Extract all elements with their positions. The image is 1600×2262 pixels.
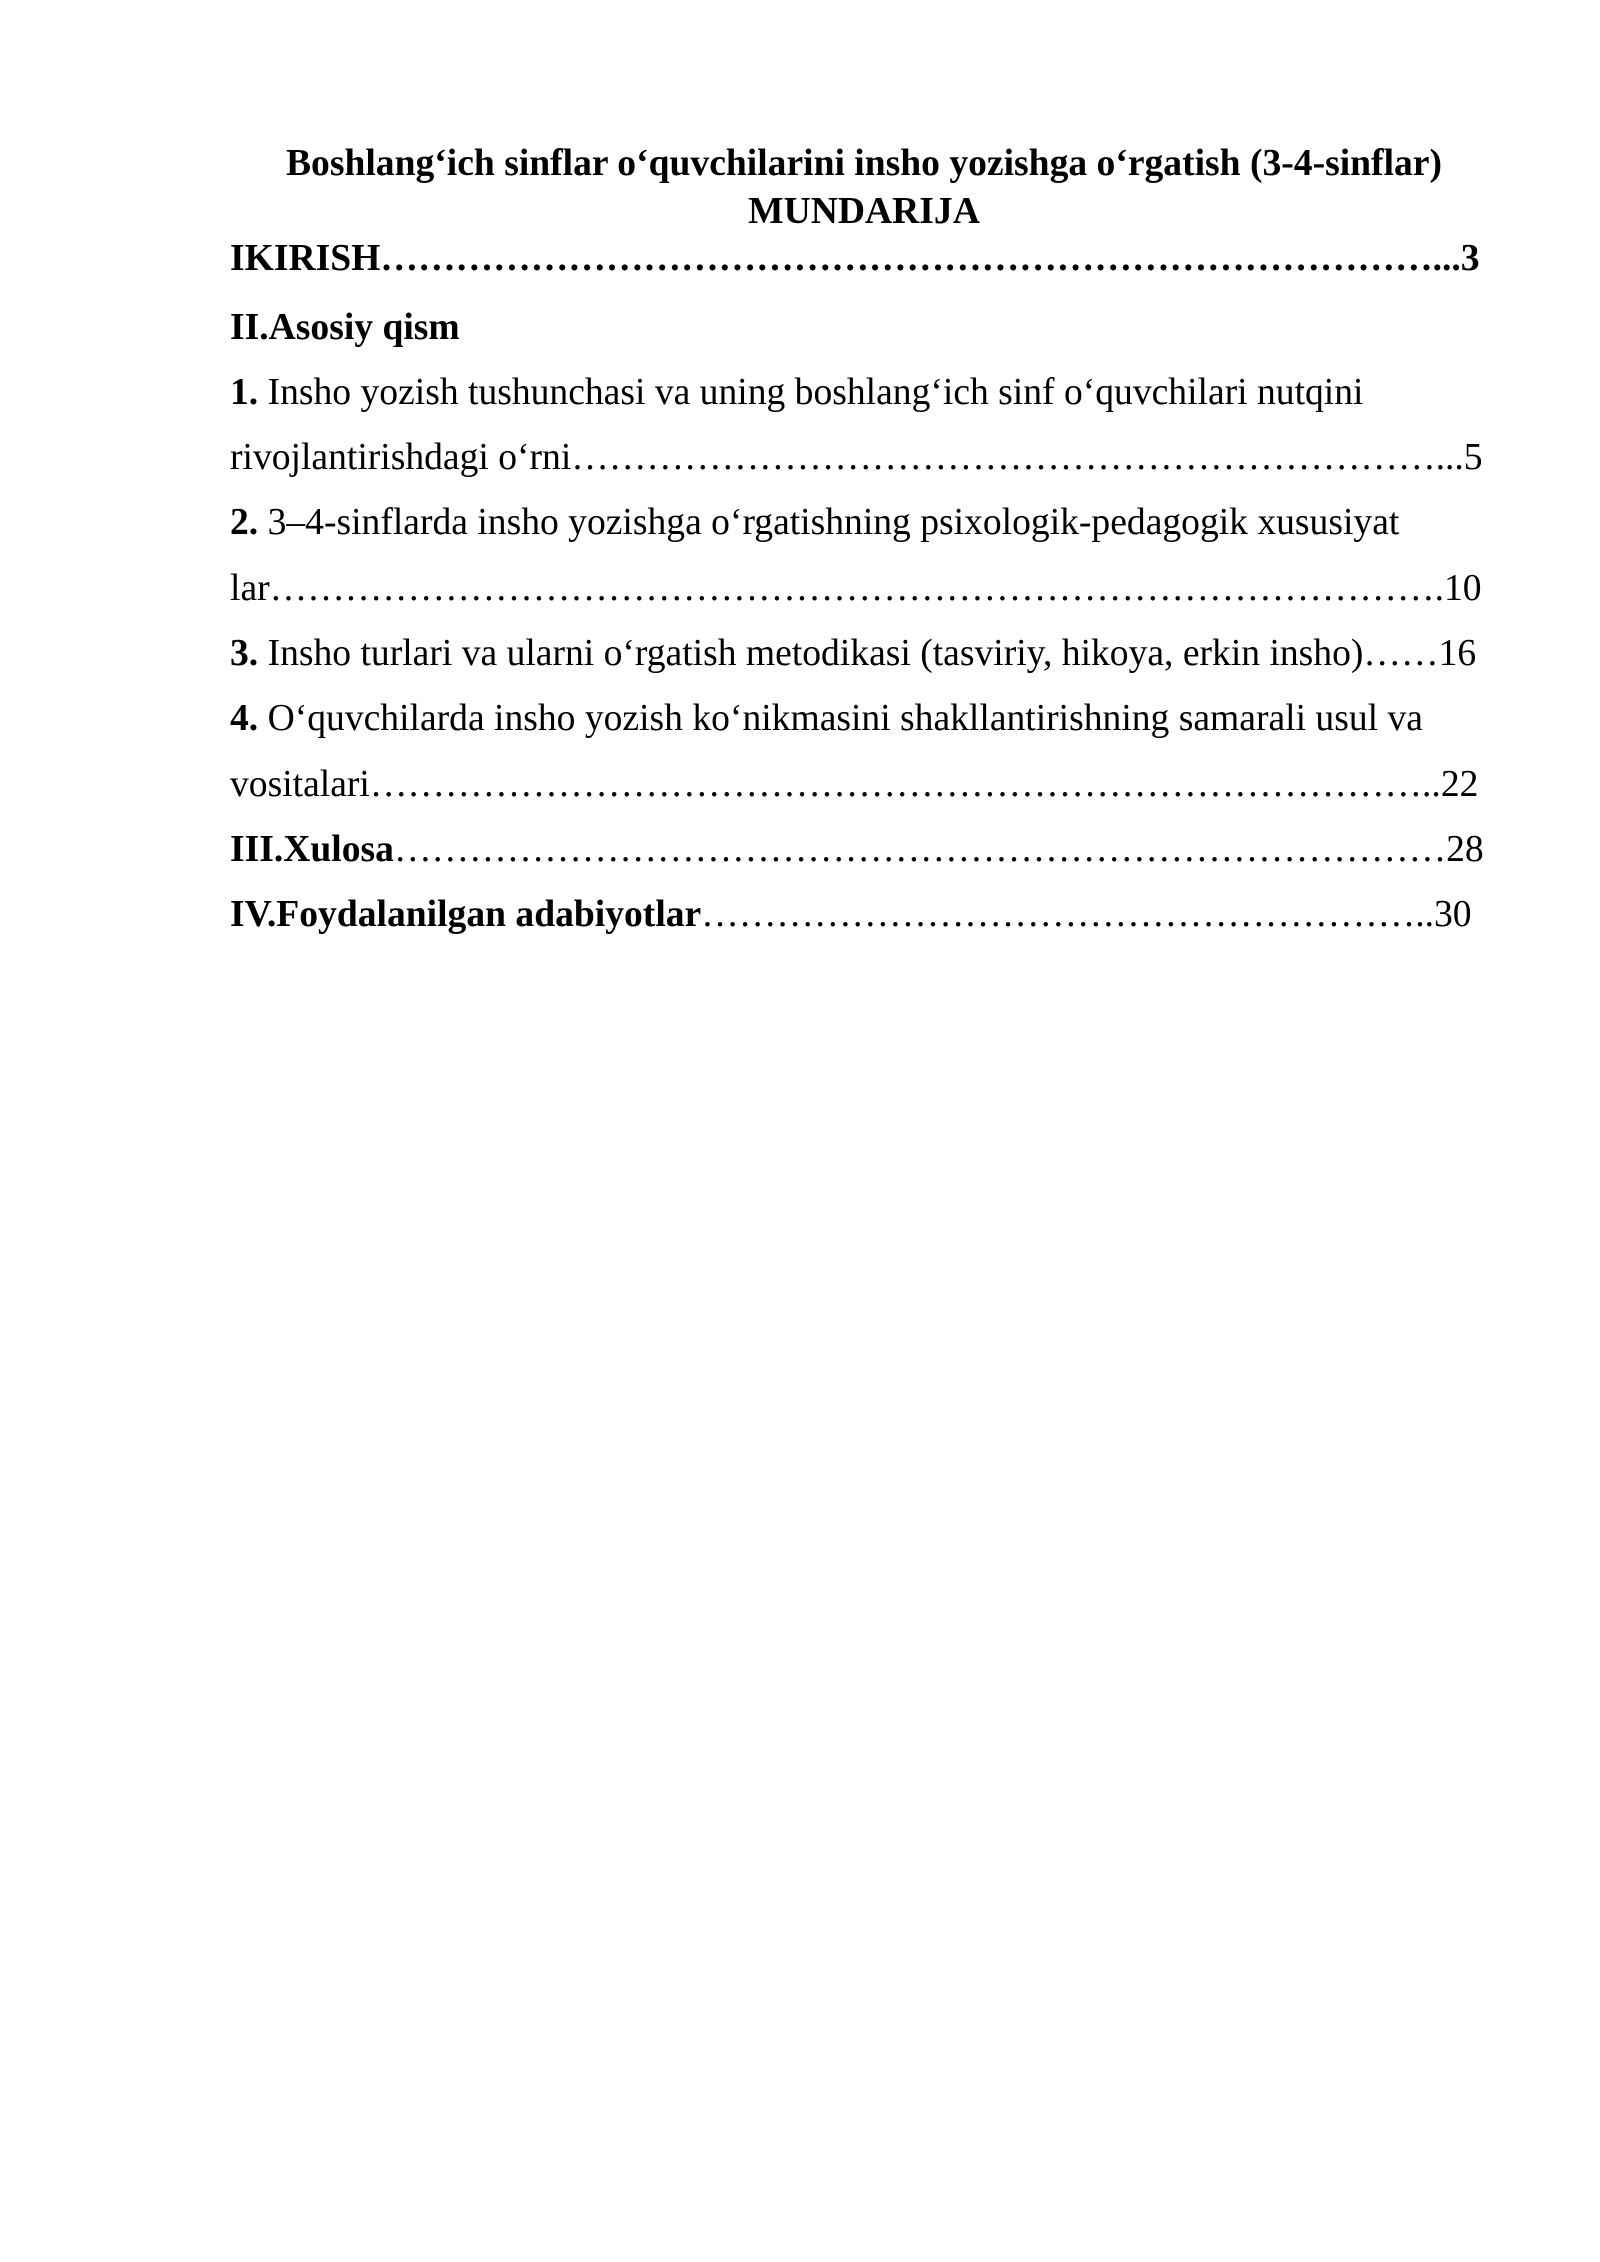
toc-entry-3 — [230, 621, 1530, 686]
toc-leader: ………………………………………………….. — [701, 894, 1435, 936]
toc-entry-4-line-2 — [230, 752, 1530, 817]
toc-entry-text: O‘quvchilarda insho yozish ko‘nikmasini shakllantirishning samarali usul va — [267, 698, 1423, 740]
table-of-contents — [230, 295, 1530, 948]
toc-section-label: II.Asosiy qism — [230, 306, 460, 348]
toc-entry-text: vositalari — [230, 763, 370, 805]
toc-entry-references — [230, 882, 1530, 947]
toc-entry-text: Insho yozish tushunchasi va uning boshlang‘ich sinf o‘quvchilari nutqini — [267, 371, 1364, 413]
toc-entry-text: rivojlantirishdagi o‘rni — [230, 437, 572, 479]
toc-leader: ……………………………………………………………... — [571, 437, 1464, 479]
toc-page-number: 5 — [1463, 437, 1483, 479]
toc-page-number: 28 — [1446, 828, 1484, 870]
toc-page-number: 10 — [1443, 567, 1482, 609]
toc-entry-2-line-1 — [230, 490, 1530, 555]
toc-section-main — [230, 295, 1530, 360]
toc-entry-number: 4. — [230, 698, 259, 740]
toc-entry-label: IKIRISH — [230, 238, 381, 279]
toc-leader: …………………………………………………………………………... — [380, 238, 1461, 279]
toc-page-number: 16 — [1438, 632, 1477, 674]
toc-leader: ………………………………………………………………………… — [393, 828, 1447, 870]
toc-leader: ………………………………………………………………………….. — [369, 763, 1441, 805]
title-block — [230, 140, 1498, 283]
toc-leader: …………………………………………………………………………………. — [269, 567, 1444, 609]
toc-entry-number: 2. — [230, 502, 259, 544]
toc-entry-4-line-1 — [230, 686, 1530, 751]
toc-entry-intro — [230, 235, 1498, 283]
toc-entry-label: III.Xulosa — [230, 828, 394, 870]
toc-entry-conclusion — [230, 817, 1530, 882]
toc-heading: MUNDARIJA — [748, 190, 980, 232]
toc-entry-number: 3. — [230, 632, 259, 674]
toc-entry-1-line-2 — [230, 425, 1530, 490]
document-title: Boshlang‘ich sinflar o‘quvchilarini insho yozishga o‘rgatish (3-4-sinflar) — [285, 143, 1442, 184]
toc-page-number: 30 — [1434, 894, 1472, 936]
toc-leader: …… — [1363, 632, 1439, 674]
toc-entry-2-line-2 — [230, 556, 1530, 621]
toc-entry-text: lar — [230, 567, 270, 609]
toc-entry-number: 1. — [230, 371, 259, 413]
toc-page-number: 3 — [1460, 238, 1480, 279]
toc-page-number: 22 — [1440, 763, 1479, 805]
toc-entry-1-line-1 — [230, 360, 1530, 425]
toc-entry-text: 3–4-sinflarda insho yozishga o‘rgatishning psixologik-pedagogik xususiyat — [267, 502, 1400, 544]
toc-entry-text: Insho turlari va ularni o‘rgatish metodikasi (tasviriy, hikoya, erkin insho) — [267, 632, 1364, 674]
toc-entry-label: IV.Foydalanilgan adabiyotlar — [230, 894, 702, 936]
